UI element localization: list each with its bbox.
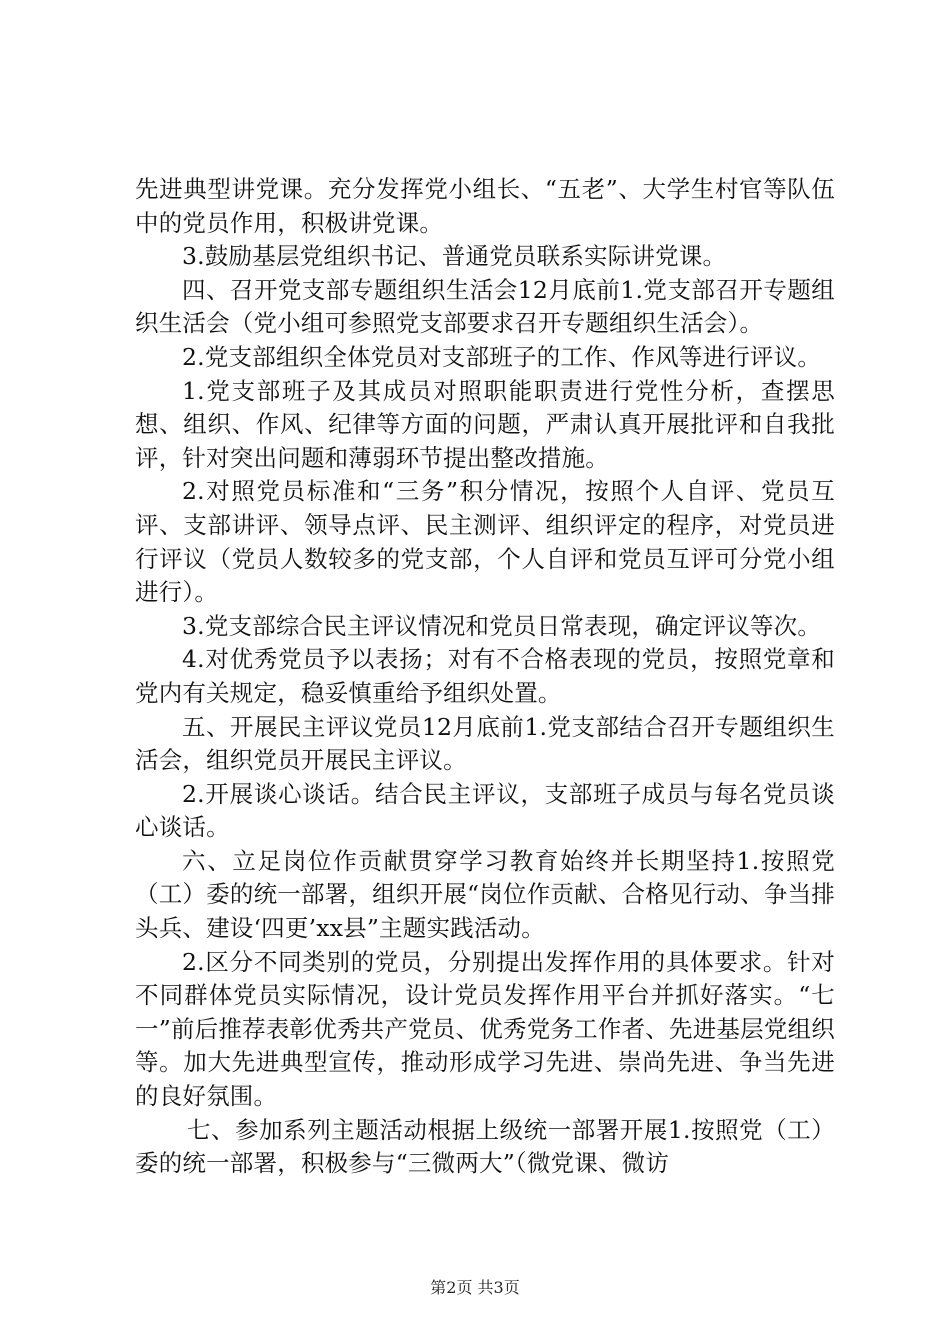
paragraph-10: 2.开展谈心谈话。结合民主评议，支部班子成员与每名党员谈心谈话。	[135, 779, 835, 842]
paragraph-9: 五、开展民主评议党员12月底前1.党支部结合召开专题组织生活会，组织党员开展民主评议。	[135, 712, 835, 775]
paragraph-11: 六、立足岗位作贡献贯穿学习教育始终并长期坚持1.按照党（工）委的统一部署，组织开展“岗位作贡献、合格见行动、争当排头兵、建设‘四更’xx县”主题实践活动。	[135, 846, 835, 943]
paragraph-13: 七、参加系列主题活动根据上级统一部署开展1.按照党（工）委的统一部署，积极参与“三微两大”（微党课、微访	[135, 1115, 835, 1178]
paragraph-5: 1.党支部班子及其成员对照职能职责进行党性分析，查摆思想、组织、作风、纪律等方面的问题，严肃认真开展批评和自我批评，针对突出问题和薄弱环节提出整改措施。	[135, 376, 835, 472]
paragraph-6: 2.对照党员标准和“三务”积分情况，按照个人自评、党员互评、支部讲评、领导点评、民主测评、组织评定的程序，对党员进行评议（党员人数较多的党支部，个人自评和党员互评可分党小组进行）。	[135, 477, 835, 607]
paragraph-3: 四、召开党支部专题组织生活会12月底前1.党支部召开专题组织生活会（党小组可参照党支部要求召开专题组织生活会）。	[135, 275, 835, 338]
page-number-footer: 第2页 共3页	[430, 1278, 520, 1297]
paragraph-8: 4.对优秀党员予以表扬；对有不合格表现的党员，按照党章和党内有关规定，稳妥慎重给予组织处置。	[135, 645, 835, 707]
paragraph-12: 2.区分不同类别的党员，分别提出发挥作用的具体要求。针对不同群体党员实际情况，设计党员发挥作用平台并抓好落实。“七一”前后推荐表彰优秀共产党员、优秀党务工作者、先进基层党组织等。加大先进典型宣传，推动形成学习先进、崇尚先进、争当先进的良好氛围。	[135, 947, 835, 1111]
paragraph-7: 3.党支部综合民主评议情况和党员日常表现，确定评议等次。	[182, 611, 822, 640]
paragraph-2: 3.鼓励基层党组织书记、普通党员联系实际讲党课。	[182, 242, 727, 271]
document-body	[135, 173, 835, 1181]
paragraph-1: 先进典型讲党课。充分发挥党小组长、“五老”、大学生村官等队伍中的党员作用，积极讲党课。	[135, 175, 835, 237]
paragraph-4: 2.党支部组织全体党员对支部班子的工作、作风等进行评议。	[182, 342, 822, 371]
